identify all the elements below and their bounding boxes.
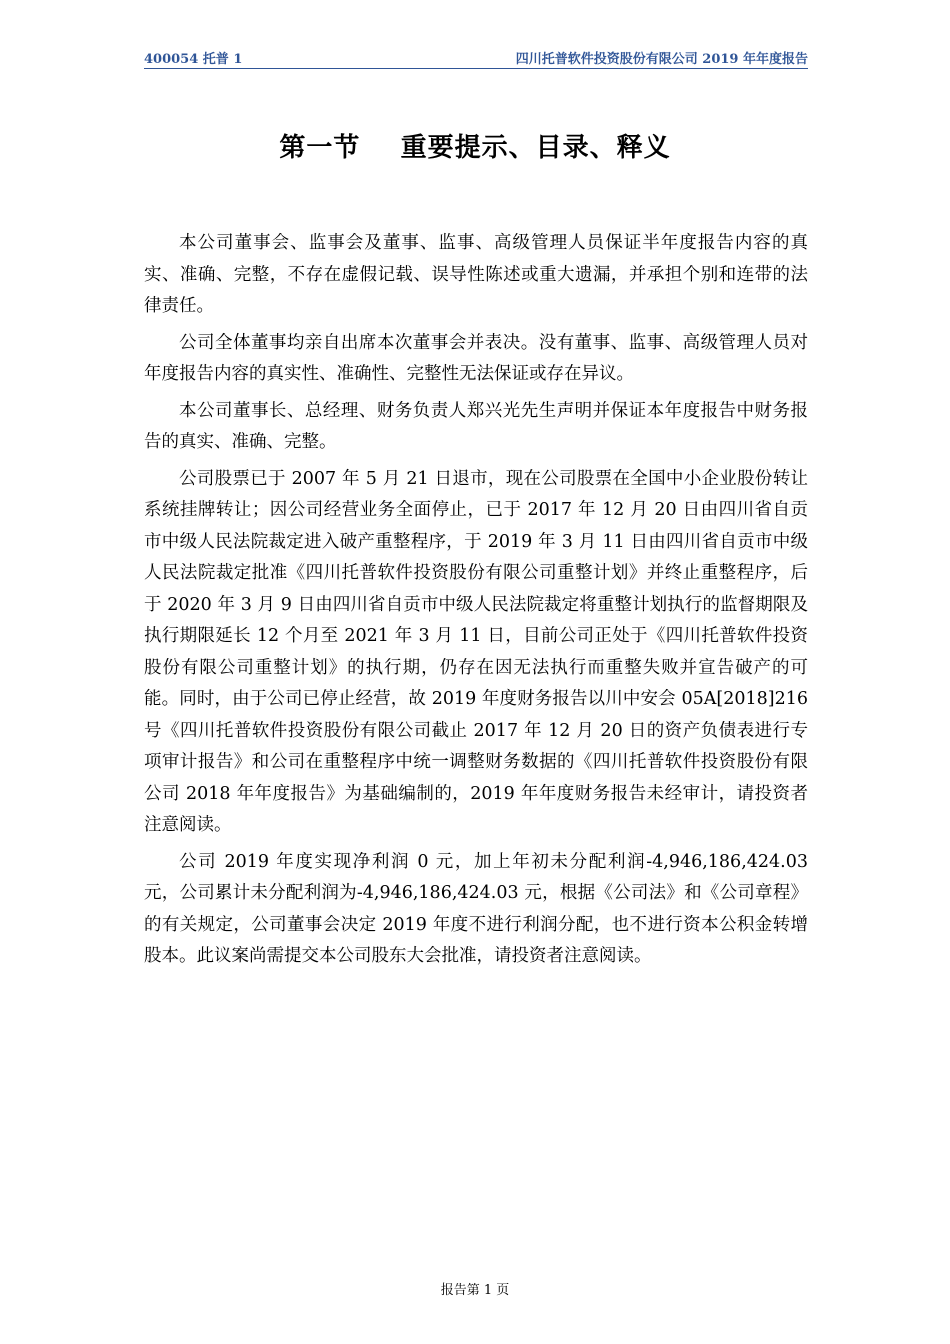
section-title: 第一节 重要提示、目录、释义 [279, 133, 671, 163]
paragraph-chairman-statement: 本公司董事长、总经理、财务负责人郑兴光先生声明并保证本年度报告中财务报告的真实、准确、完整。 [144, 400, 808, 452]
paragraph-board-guarantee: 本公司董事会、监事会及董事、监事、高级管理人员保证半年度报告内容的真实、准确、完整，不存在虚假记载、误导性陈述或重大遗漏，并承担个别和连带的法律责任。 [144, 233, 808, 316]
paragraph-delisting-restructuring: 公司股票已于 2007 年 5 月 21 日退市，现在公司股票在全国中小企业股份转让系统挂牌转让；因公司经营业务全面停止，已于 2017 年 12 月 20 日由四川省自贡市中级人民法院裁定进入破产重整程序，于 2019 年 3 月 11 日由四川省自贡市中级人民法院裁定批准《四川托普软件投资股份有限公司重整计划》并终止重整程序，后于 2020 年 3 月 9 日由四川省自贡市中级人民法院裁定将重整计划执行的监督期限及执行期限延长 12 个月至 2021 年 3 月 11 日，目前公司正处于《四川托普软件投资股份有限公司重整计划》的执行期，仍存在因无法执行而重整失败并宣告破产的可能。同时，由于公司已停止经营，故 2019 年度财务报告以川中安会 05A[2018]216 号《四川托普软件投资股份有限公司截止 2017 年 12 月 20 日的资产负债表进行专项审计报告》和公司在重整程序中统一调整财务数据的《四川托普软件投资股份有限公司 2018 年年度报告》为基础编制的，2019 年年度财务报告未经审计，请投资者注意阅读。 [144, 468, 808, 835]
paragraph-profit-distribution: 公司 2019 年度实现净利润 0 元，加上年初未分配利润-4,946,186,424.03 元，公司累计未分配利润为-4,946,186,424.03 元，根据《公司法》和《公司章程》的有关规定，公司董事会决定 2019 年度不进行利润分配，也不进行资本公积金转增股本。此议案尚需提交本公司股东大会批准，请投资者注意阅读。 [144, 851, 808, 966]
paragraph-directors-attendance: 公司全体董事均亲自出席本次董事会并表决。没有董事、监事、高级管理人员对年度报告内容的真实性、准确性、完整性无法保证或存在异议。 [144, 332, 808, 384]
header-stock-code: 400054 托普 1 [144, 52, 243, 67]
header-report-title: 四川托普软件投资股份有限公司 2019 年年度报告 [515, 52, 808, 67]
page-header [144, 46, 808, 69]
body-text [144, 228, 808, 978]
page-number: 报告第 1 页 [440, 1283, 510, 1298]
